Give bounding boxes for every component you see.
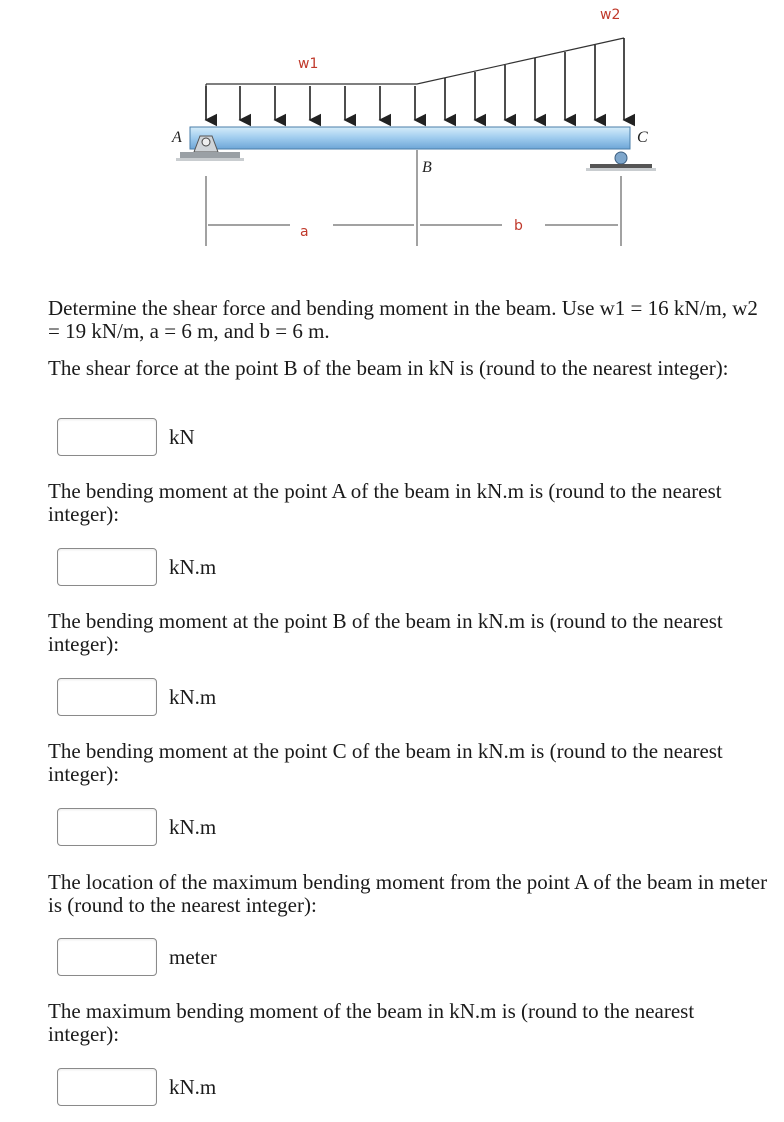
load-arrows bbox=[206, 38, 624, 120]
beam bbox=[190, 127, 630, 149]
question-5-unit: meter bbox=[169, 944, 217, 969]
question-3-prompt: The bending moment at the point B of the beam in kN.m is (round to the nearest integer): bbox=[48, 609, 723, 656]
question-1-unit: kN bbox=[169, 424, 195, 449]
question-5-prompt: The location of the maximum bending moment from the point A of the beam in meter is (round to the nearest integer): bbox=[48, 870, 768, 917]
question-2-input[interactable] bbox=[57, 548, 157, 586]
label-point-a: A bbox=[172, 129, 182, 146]
question-2-answer bbox=[57, 546, 216, 588]
question-4-prompt: The bending moment at the point C of the beam in kN.m is (round to the nearest integer): bbox=[48, 739, 723, 786]
question-1-input[interactable] bbox=[57, 418, 157, 456]
problem-statement: Determine the shear force and bending moment in the beam. Use w1 = 16 kN/m, w2 = 19 kN/m, a = 6 m, and b = 6 m. bbox=[48, 296, 758, 343]
label-point-b: B bbox=[422, 159, 432, 176]
label-a: a bbox=[300, 224, 309, 240]
question-4-input[interactable] bbox=[57, 808, 157, 846]
question-3-unit: kN.m bbox=[169, 684, 217, 709]
roller-support bbox=[586, 152, 656, 171]
question-6-unit: kN.m bbox=[169, 1074, 217, 1099]
question-6-prompt: The maximum bending moment of the beam in kN.m is (round to the nearest integer): bbox=[48, 999, 695, 1046]
question-1-prompt: The shear force at the point B of the beam in kN is (round to the nearest integer): bbox=[48, 356, 729, 380]
question-5-answer bbox=[57, 936, 217, 978]
question-3-input[interactable] bbox=[57, 678, 157, 716]
question-6-answer bbox=[57, 1066, 216, 1108]
load-outline bbox=[206, 38, 624, 84]
question-1-answer bbox=[57, 416, 195, 458]
question-6-input[interactable] bbox=[57, 1068, 157, 1106]
label-point-c: C bbox=[637, 129, 648, 146]
beam-diagram bbox=[0, 0, 784, 260]
question-4-answer bbox=[57, 806, 216, 848]
dimension-lines bbox=[206, 176, 621, 246]
label-b: b bbox=[514, 218, 523, 234]
question-5-input[interactable] bbox=[57, 938, 157, 976]
question-3-answer bbox=[57, 676, 216, 718]
label-w2: w2 bbox=[600, 7, 621, 23]
question-2-prompt: The bending moment at the point A of the beam in kN.m is (round to the nearest integer): bbox=[48, 479, 722, 526]
question-4-unit: kN.m bbox=[169, 814, 217, 839]
question-2-unit: kN.m bbox=[169, 554, 217, 579]
label-w1: w1 bbox=[298, 56, 319, 72]
